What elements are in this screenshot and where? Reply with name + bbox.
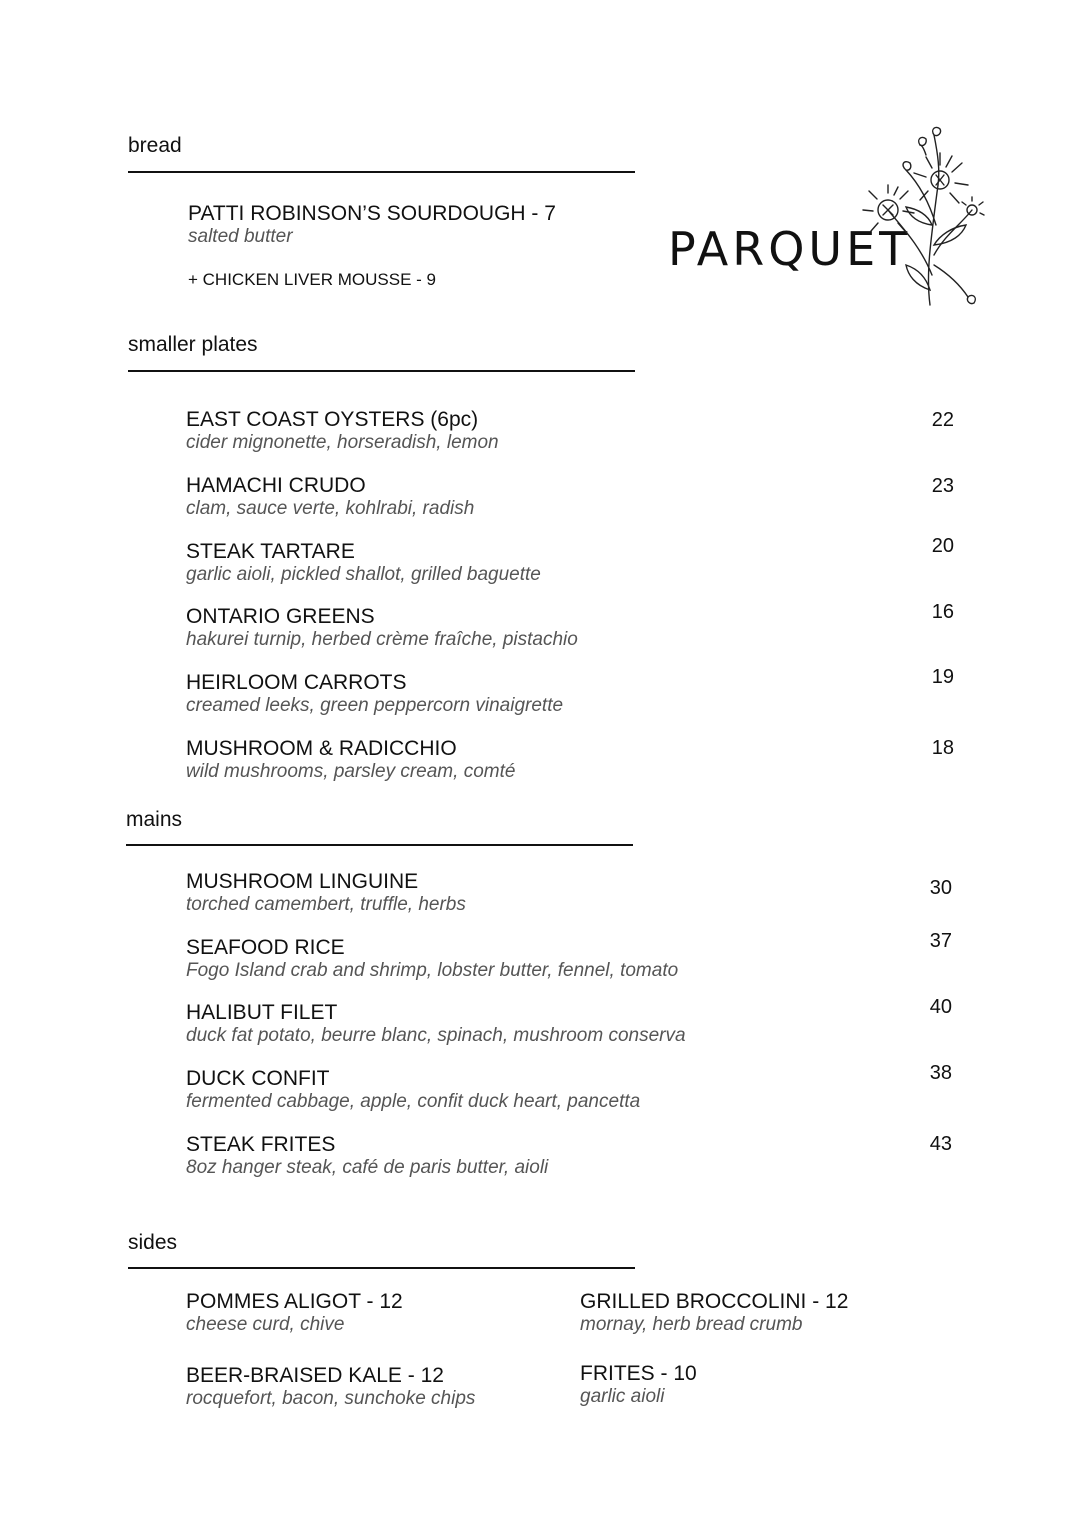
item-name: GRILLED BROCCOLINI - 12: [580, 1290, 849, 1313]
item-name: HEIRLOOM CARROTS: [186, 671, 407, 694]
item-price: 38: [929, 1062, 952, 1084]
menu-item: [186, 870, 466, 916]
item-price: 22: [931, 409, 954, 431]
brand-logo: PARQUET: [668, 222, 912, 276]
item-name: MUSHROOM LINGUINE: [186, 870, 419, 893]
item-name: FRITES - 10: [580, 1362, 697, 1385]
item-desc: garlic aioli, pickled shallot, grilled baguette: [186, 564, 541, 585]
item-desc: duck fat potato, beurre blanc, spinach, mushroom conserva: [186, 1025, 686, 1046]
item-desc: salted butter: [188, 226, 293, 247]
item-desc: rocquefort, bacon, sunchoke chips: [186, 1388, 476, 1409]
item-price: 16: [931, 601, 954, 623]
item-name: BEER-BRAISED KALE - 12: [186, 1364, 444, 1387]
item-price: 19: [931, 666, 954, 688]
addon-chicken-liver-mousse: + CHICKEN LIVER MOUSSE - 9: [188, 270, 436, 289]
section-title-smaller-plates: smaller plates: [128, 333, 258, 356]
item-price: 40: [929, 996, 952, 1018]
menu-item: [186, 936, 678, 982]
item-desc: Fogo Island crab and shrimp, lobster butter, fennel, tomato: [186, 960, 679, 981]
item-name: DUCK CONFIT: [186, 1067, 330, 1090]
flower-illustration-icon: [860, 125, 985, 310]
menu-item: [186, 1067, 640, 1113]
item-name: STEAK TARTARE: [186, 540, 355, 563]
item-name: HAMACHI CRUDO: [186, 474, 366, 497]
menu-item: [186, 1133, 548, 1179]
section-title-sides: sides: [128, 1231, 178, 1254]
item-desc: cider mignonette, horseradish, lemon: [186, 432, 499, 453]
item-desc: clam, sauce verte, kohlrabi, radish: [186, 498, 475, 519]
item-price: 30: [929, 877, 952, 899]
menu-item: [186, 671, 563, 717]
item-name: HALIBUT FILET: [186, 1001, 338, 1024]
item-desc: 8oz hanger steak, café de paris butter, aioli: [186, 1157, 549, 1178]
section-divider-sides: [128, 1267, 635, 1269]
side-item: [580, 1290, 848, 1336]
item-desc: mornay, herb bread crumb: [580, 1314, 803, 1335]
side-item: [186, 1364, 475, 1410]
side-item: [580, 1362, 697, 1408]
section-divider-bread: [128, 171, 635, 173]
item-name: MUSHROOM & RADICCHIO: [186, 737, 457, 760]
menu-item-sourdough: [188, 202, 556, 248]
side-item: [186, 1290, 403, 1336]
menu-item: [186, 540, 541, 586]
item-desc: creamed leeks, green peppercorn vinaigrette: [186, 695, 564, 716]
item-name: SEAFOOD RICE: [186, 936, 345, 959]
section-title-mains: mains: [126, 808, 183, 831]
menu-item: [186, 737, 515, 783]
item-price: 23: [931, 475, 954, 497]
item-price: 43: [929, 1133, 952, 1155]
item-desc: wild mushrooms, parsley cream, comté: [186, 761, 516, 782]
item-name: EAST COAST OYSTERS (6pc): [186, 408, 479, 431]
item-price: 37: [929, 930, 952, 952]
item-desc: cheese curd, chive: [186, 1314, 345, 1335]
item-desc: fermented cabbage, apple, confit duck heart, pancetta: [186, 1091, 641, 1112]
item-name: POMMES ALIGOT - 12: [186, 1290, 403, 1313]
section-title-bread: bread: [128, 134, 182, 157]
menu-item: [186, 605, 578, 651]
item-desc: torched camembert, truffle, herbs: [186, 894, 466, 915]
item-name: ONTARIO GREENS: [186, 605, 375, 628]
item-name: STEAK FRITES: [186, 1133, 336, 1156]
section-divider-mains: [126, 844, 633, 846]
menu-item: [186, 474, 474, 520]
item-desc: hakurei turnip, herbed crème fraîche, pistachio: [186, 629, 578, 650]
item-price: 20: [931, 535, 954, 557]
item-desc: garlic aioli: [580, 1386, 665, 1407]
item-price: 18: [931, 737, 954, 759]
section-divider-smaller-plates: [128, 370, 635, 372]
menu-item: [186, 408, 499, 454]
item-name: PATTI ROBINSON’S SOURDOUGH - 7: [188, 202, 556, 225]
menu-item: [186, 1001, 686, 1047]
